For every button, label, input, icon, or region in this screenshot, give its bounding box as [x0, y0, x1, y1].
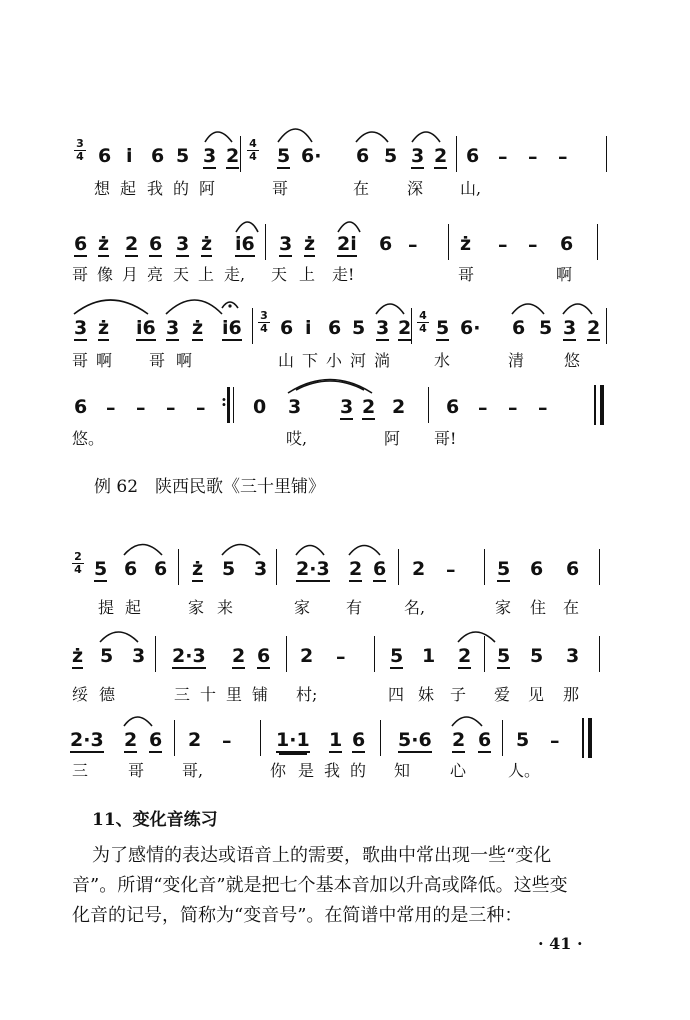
note: ż: [98, 317, 110, 339]
barline: [484, 636, 485, 672]
dash: –: [196, 397, 206, 419]
barline: [456, 136, 457, 172]
note: ż: [98, 233, 110, 255]
lyric: 村;: [296, 685, 318, 704]
note: 2: [587, 317, 601, 339]
dash: –: [550, 730, 560, 752]
dash: –: [498, 146, 508, 168]
note: 5: [277, 145, 291, 167]
barline: [599, 549, 600, 585]
note: 1: [329, 729, 343, 751]
note: 5: [530, 645, 544, 667]
note: 6·: [301, 145, 322, 167]
note: 3: [566, 645, 580, 667]
note: 5: [94, 558, 108, 580]
note: 6: [74, 233, 88, 255]
note: 6: [149, 233, 163, 255]
note: 6: [512, 317, 526, 339]
score1-row2-notes: [0, 222, 690, 262]
note: ż: [72, 645, 84, 667]
note: 6: [379, 233, 393, 255]
lyric: 阿: [384, 429, 401, 448]
note: 6: [328, 317, 342, 339]
dash: –: [508, 397, 518, 419]
dash: –: [538, 397, 548, 419]
note: 5: [222, 558, 236, 580]
lyric: 知: [394, 761, 411, 780]
note: 3: [411, 145, 425, 167]
lyric: 想: [94, 179, 111, 198]
final-barline: [582, 718, 592, 758]
lyric: 哥,: [182, 761, 204, 780]
paragraph-line: 为了感情的表达或语音上的需要，歌曲中常出现一些“变化: [92, 845, 552, 866]
lyric: 下: [302, 351, 319, 370]
note: 2: [412, 558, 426, 580]
lyric: 妹: [418, 685, 435, 704]
barline: [502, 720, 503, 756]
lyric: 家: [495, 598, 512, 617]
note: 5: [100, 645, 114, 667]
barline: [428, 387, 429, 423]
note: 1: [422, 645, 436, 667]
barline: [448, 224, 449, 260]
lyric: 哥: [458, 265, 475, 284]
note: 6: [466, 145, 480, 167]
note: 2: [434, 145, 448, 167]
lyric: 人。: [508, 761, 541, 780]
score2-row2-notes: [0, 634, 690, 674]
example-title: 例 62 陕西民歌《三十里铺》: [94, 477, 326, 497]
score1-row4-notes: [0, 385, 690, 425]
note: 2: [226, 145, 240, 167]
lyric: 在: [353, 179, 370, 198]
lyric: 哥: [128, 761, 145, 780]
lyric: 有: [346, 598, 363, 617]
time-signature: 4 4: [247, 138, 259, 163]
dash: –: [106, 397, 116, 419]
note: 3: [563, 317, 577, 339]
lyric: 心: [450, 761, 467, 780]
lyric: 你: [270, 761, 287, 780]
note: 2·3: [296, 558, 330, 580]
barline: [276, 549, 277, 585]
note: 6: [373, 558, 387, 580]
lyric: 啊: [176, 351, 193, 370]
lyric: 在: [563, 598, 580, 617]
time-signature: 4 4: [417, 310, 429, 335]
note: 3: [376, 317, 390, 339]
lyric: 亮: [147, 265, 164, 284]
note: 3: [203, 145, 217, 167]
barline: [286, 636, 287, 672]
lyric: 哥: [272, 179, 289, 198]
note: 6: [352, 729, 366, 751]
lyric: 提: [98, 598, 115, 617]
note: 3: [166, 317, 180, 339]
lyric: 走!: [332, 265, 355, 284]
note: 2: [398, 317, 412, 339]
lyric: 深: [407, 179, 424, 198]
lyric: 啊: [556, 265, 573, 284]
note: 6·: [460, 317, 481, 339]
dash: –: [408, 234, 418, 256]
note: 2: [232, 645, 246, 667]
lyric: 悠。: [72, 429, 105, 448]
note: 5: [516, 729, 530, 751]
score1-row4-lyrics: [0, 426, 690, 452]
lyric: 家: [294, 598, 311, 617]
page-number: · 41 ·: [538, 934, 583, 953]
lyric: 上: [198, 265, 215, 284]
score1-row3-lyrics: [0, 348, 690, 374]
note: 3: [176, 233, 190, 255]
note: i: [126, 145, 133, 167]
lyric: 哥: [149, 351, 166, 370]
score2-row3-notes: [0, 718, 690, 758]
note: 6: [154, 558, 168, 580]
barline: [374, 636, 375, 672]
lyric: 淌: [374, 351, 391, 370]
dash: –: [222, 730, 232, 752]
note: 5: [176, 145, 190, 167]
lyric: 起: [120, 179, 137, 198]
lyric: 月: [122, 265, 139, 284]
note: 6: [257, 645, 271, 667]
note: 6: [149, 729, 163, 751]
lyric: 走,: [224, 265, 246, 284]
lyric: 绥: [72, 685, 89, 704]
barline: [398, 549, 399, 585]
lyric: 那: [563, 685, 580, 704]
note: 2: [124, 729, 138, 751]
note: i6: [222, 317, 242, 339]
note: 6: [280, 317, 294, 339]
note: 5: [436, 317, 450, 339]
note: 6: [566, 558, 580, 580]
note: 1·1: [276, 729, 310, 751]
lyric: 哥: [72, 265, 89, 284]
note: ż: [201, 233, 213, 255]
lyric: 的: [350, 761, 367, 780]
note: 2: [349, 558, 363, 580]
lyric: 水: [434, 351, 451, 370]
barline: [606, 308, 607, 344]
lyric: 山: [278, 351, 295, 370]
note: ż: [192, 558, 204, 580]
lyric: 四: [388, 685, 405, 704]
lyric: 哥: [72, 351, 89, 370]
note: 2: [300, 645, 314, 667]
score1-row1-lyrics: [0, 176, 690, 202]
lyric: 起: [125, 598, 142, 617]
lyric: 清: [508, 351, 525, 370]
time-signature: 3 4: [258, 310, 270, 335]
score2-row3-lyrics: [0, 758, 690, 784]
score2-row1-notes: [0, 547, 690, 587]
note: 2: [392, 396, 406, 418]
note: 3: [340, 396, 354, 418]
dash: –: [166, 397, 176, 419]
note: 6: [98, 145, 112, 167]
final-barline: [594, 385, 604, 425]
dash: –: [528, 146, 538, 168]
note: i6: [136, 317, 156, 339]
score1-row2-lyrics: [0, 262, 690, 288]
barline: [174, 720, 175, 756]
lyric: 十: [200, 685, 217, 704]
note: 2i: [337, 233, 357, 255]
note: 5: [352, 317, 366, 339]
note: 3: [254, 558, 268, 580]
barline: [484, 549, 485, 585]
note: 5: [539, 317, 553, 339]
barline: [178, 549, 179, 585]
lyric: 天: [173, 265, 190, 284]
barline: [599, 636, 600, 672]
lyric: 天: [271, 265, 288, 284]
dash: –: [558, 146, 568, 168]
note: 5: [497, 645, 511, 667]
note: 2: [125, 233, 139, 255]
note: ż: [192, 317, 204, 339]
dash: –: [528, 234, 538, 256]
note: 3: [288, 396, 302, 418]
note: 6: [560, 233, 574, 255]
note: 5: [390, 645, 404, 667]
lyric: 住: [530, 598, 547, 617]
lyric: 像: [97, 265, 114, 284]
note: ż: [460, 233, 472, 255]
lyric: 河: [350, 351, 367, 370]
note: 6: [478, 729, 492, 751]
barline: [597, 224, 598, 260]
lyric: 里: [226, 685, 243, 704]
lyric: 我: [147, 179, 164, 198]
lyric: 是: [298, 761, 315, 780]
lyric: 三: [174, 685, 191, 704]
score2-row1-lyrics: [0, 595, 690, 621]
barline: [411, 308, 412, 344]
note: ż: [304, 233, 316, 255]
note: 6: [530, 558, 544, 580]
barline: [265, 224, 266, 260]
dash: –: [136, 397, 146, 419]
barline: [606, 136, 607, 172]
note: 2: [458, 645, 472, 667]
note: i6: [235, 233, 255, 255]
lyric: 见: [528, 685, 545, 704]
lyric: 的: [173, 179, 190, 198]
lyric: 哎,: [286, 429, 308, 448]
note: 5·6: [398, 729, 432, 751]
lyric: 阿: [199, 179, 216, 198]
note: 6: [124, 558, 138, 580]
barline: [380, 720, 381, 756]
lyric: 上: [299, 265, 316, 284]
lyric: 我: [324, 761, 341, 780]
note: 2·3: [172, 645, 206, 667]
lyric: 名,: [404, 598, 426, 617]
paragraph-line: 化音的记号，简称为“变音号”。在简谱中常用的是三种：: [72, 905, 523, 926]
time-signature: 3 4: [74, 138, 86, 163]
note: 2: [188, 729, 202, 751]
lyric: 德: [99, 685, 116, 704]
lyric: 子: [450, 685, 467, 704]
score1-row3-notes: [0, 306, 690, 346]
score2-row2-lyrics: [0, 682, 690, 708]
time-signature: 2 4: [72, 551, 84, 576]
section-heading: 11、变化音练习: [92, 810, 218, 830]
note: 2·3: [70, 729, 104, 751]
lyric: 山,: [460, 179, 482, 198]
note: 3: [74, 317, 88, 339]
dash: –: [478, 397, 488, 419]
score1-row1-notes: [0, 134, 690, 174]
note: 6: [151, 145, 165, 167]
dash: –: [336, 646, 346, 668]
lyric: 来: [217, 598, 234, 617]
note: 6: [446, 396, 460, 418]
dash: –: [498, 234, 508, 256]
lyric: 啊: [96, 351, 113, 370]
lyric: 家: [188, 598, 205, 617]
lyric: 铺: [252, 685, 269, 704]
note: 0: [253, 396, 267, 418]
barline: [252, 308, 253, 344]
note: 6: [356, 145, 370, 167]
note: 5: [497, 558, 511, 580]
note: i: [305, 317, 312, 339]
dash: –: [446, 559, 456, 581]
barline: [240, 136, 241, 172]
lyric: 小: [326, 351, 343, 370]
note: 5: [384, 145, 398, 167]
lyric: 三: [72, 761, 89, 780]
note: 3: [132, 645, 146, 667]
paragraph-line: 音”。所谓“变化音”就是把七个基本音加以升高或降低。这些变: [72, 875, 568, 896]
note: 6: [74, 396, 88, 418]
lyric: 悠: [564, 351, 581, 370]
barline: [155, 636, 156, 672]
note: 3: [279, 233, 293, 255]
lyric: 爱: [494, 685, 511, 704]
note: 2: [362, 396, 376, 418]
note: 2: [452, 729, 466, 751]
repeat-sign: :: [221, 385, 233, 425]
barline: [260, 720, 261, 756]
lyric: 哥!: [434, 429, 457, 448]
